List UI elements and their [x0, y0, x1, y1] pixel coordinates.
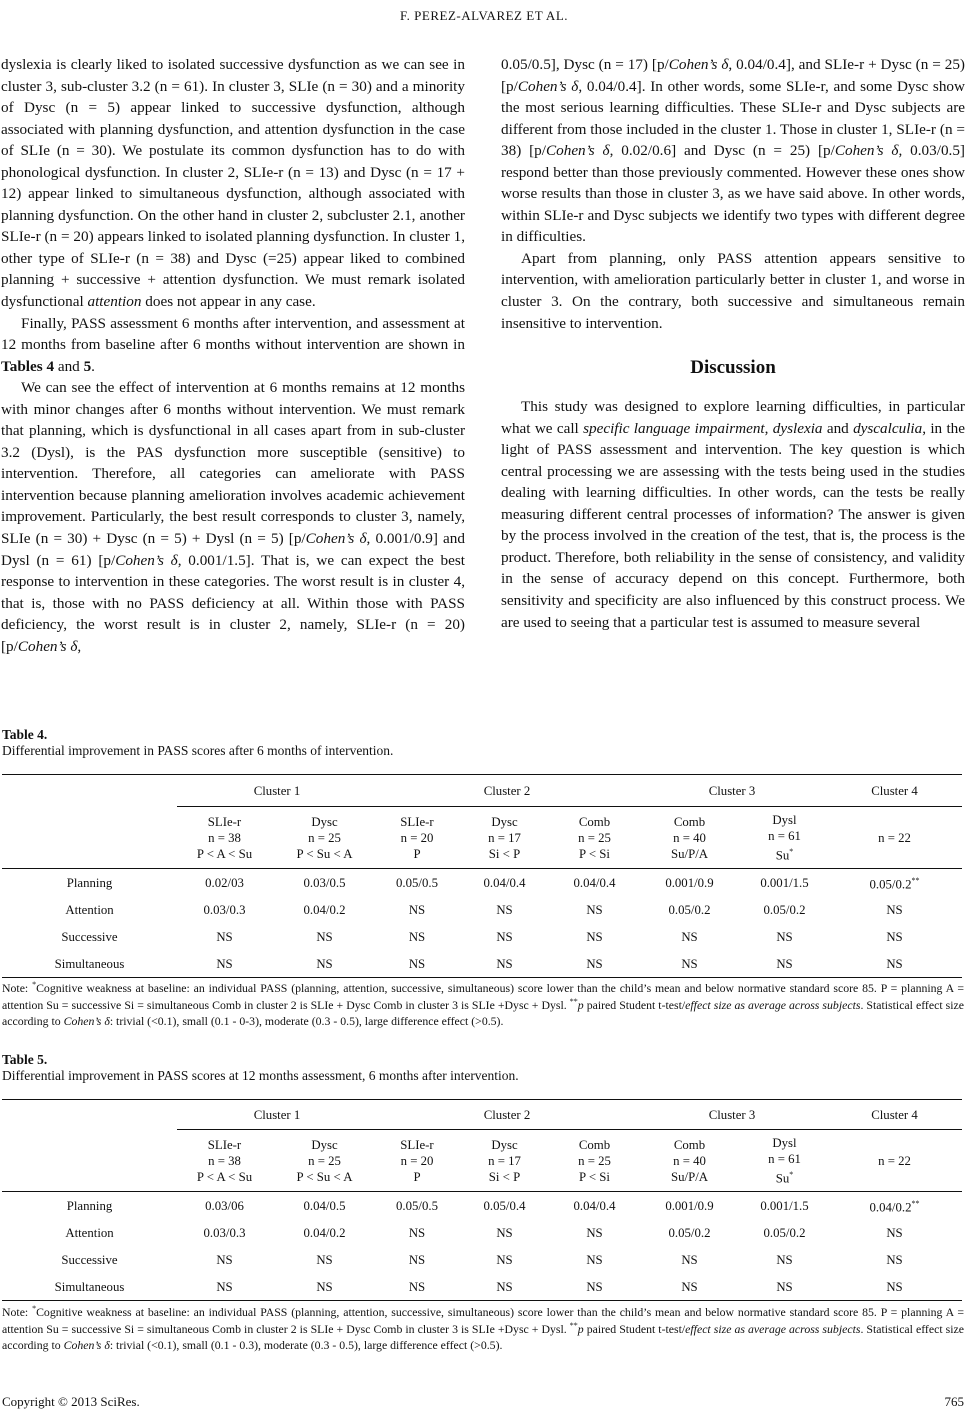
- cell: 0.001/1.5: [760, 1198, 809, 1213]
- row-label: Successive: [61, 930, 118, 944]
- cell: NS: [496, 903, 513, 917]
- paragraph: [1, 54, 465, 313]
- row-label: Simultaneous: [54, 956, 125, 971]
- group-profile: P < A < Su: [196, 1169, 253, 1184]
- footnote-marker: *: [789, 1169, 794, 1179]
- table-4-ref[interactable]: Tables 4: [1, 357, 55, 375]
- cell: NS: [408, 956, 426, 971]
- cell: 0.04/0.2: [303, 1226, 346, 1240]
- cell: NS: [776, 1279, 793, 1294]
- group-header: [552, 807, 637, 869]
- text: : trivial (<0.1), small (0.1 - 0.3), moderate (0.3 - 0.5), large difference effect (>0.5).: [109, 1338, 503, 1352]
- cell: NS: [496, 956, 513, 971]
- cell: NS: [681, 1253, 698, 1267]
- cell: 0.04/0.4: [573, 1198, 616, 1213]
- group-profile: P < Su < A: [296, 1169, 353, 1184]
- cell: NS: [586, 930, 603, 944]
- cell: 0.03/0.5: [303, 875, 346, 890]
- table-row: [2, 1274, 962, 1301]
- group-profile: P: [413, 1169, 421, 1184]
- text: . Statistical effect size according to: [2, 1321, 964, 1352]
- group-n: n = 22: [878, 1153, 911, 1168]
- group-n: n = 40: [673, 1153, 706, 1168]
- table-caption: Differential improvement in PASS scores at 12 months assessment, 6 months after intervention.: [2, 1068, 519, 1083]
- cell: NS: [316, 930, 333, 944]
- group-header: [177, 1130, 272, 1192]
- cell-value: 0.04/0.2: [869, 1200, 912, 1215]
- group-name: Dysc: [491, 1137, 518, 1152]
- cell: NS: [776, 956, 793, 971]
- group-n: n = 25: [308, 830, 341, 845]
- italic-text: Cohen’s δ: [546, 142, 610, 160]
- group-name: SLIe-r: [207, 814, 242, 829]
- cell: 0.001/1.5: [760, 875, 809, 890]
- group-name: Comb: [673, 1137, 706, 1152]
- group-n: n = 25: [308, 1153, 341, 1168]
- group-n: n = 38: [208, 1153, 241, 1168]
- paragraph: [1, 377, 465, 657]
- group-header: [637, 1130, 742, 1192]
- cell: [827, 1192, 962, 1220]
- cell: NS: [681, 1279, 698, 1294]
- cell: NS: [886, 1226, 903, 1240]
- paragraph: [1, 313, 465, 378]
- cell: NS: [496, 1279, 513, 1294]
- empty-cell: [2, 1130, 177, 1192]
- text: and: [822, 419, 854, 437]
- empty-cell: [2, 775, 177, 807]
- row-label: Planning: [66, 1198, 113, 1213]
- paragraph: [501, 396, 965, 633]
- text: , 0.03/0.5] respond better than those previously commented. However these ones show worse results than those in cluster 3, as we have said above. In other words, within SLIe-r and Dysc subjects we identify two types with different degree in difficulties.: [501, 142, 965, 246]
- empty-cell: [2, 807, 177, 869]
- table-5-caption: [2, 1052, 519, 1084]
- text: 0.05/0.5], Dysc (n = 17) [p/: [501, 56, 669, 73]
- italic-text: Cohen’s δ: [517, 77, 579, 95]
- cell: NS: [776, 930, 793, 944]
- cell: 0.04/0.2: [303, 903, 346, 917]
- group-profile: Si < P: [488, 1169, 521, 1184]
- group-n: n = 17: [488, 830, 521, 845]
- cell: NS: [216, 1279, 233, 1294]
- cell: NS: [586, 1279, 603, 1294]
- group-header-row: [2, 1130, 962, 1192]
- table-5-note: [2, 1304, 964, 1354]
- cell: 0.05/0.2: [668, 1226, 711, 1240]
- footnote-marker: *: [32, 980, 37, 990]
- cell: 0.05/0.4: [483, 1198, 526, 1213]
- text: , 0.001/0.9] and Dysl (n = 61) [p/: [1, 530, 465, 569]
- running-head: F. PEREZ-ALVAREZ ET AL.: [399, 8, 569, 23]
- group-n: n = 22: [878, 830, 911, 845]
- cell-value: 0.05/0.2: [869, 877, 912, 892]
- group-n: n = 38: [208, 830, 241, 845]
- cell: 0.04/0.4: [573, 875, 616, 890]
- cell: 0.02/03: [205, 875, 244, 890]
- cell: 0.05/0.5: [396, 1198, 438, 1213]
- italic-text: effect size as average across subjects: [685, 997, 861, 1012]
- cell: NS: [408, 903, 426, 917]
- text: paired Student t-test/: [583, 1321, 686, 1336]
- group-name: Comb: [673, 814, 706, 829]
- cell: NS: [496, 1226, 513, 1240]
- table-row: [2, 869, 962, 897]
- cell: 0.05/0.5: [396, 875, 438, 890]
- paragraph: [501, 54, 965, 248]
- italic-text: Cohen’s δ: [834, 142, 899, 160]
- cell: NS: [216, 930, 233, 944]
- cluster-header: Cluster 4: [827, 775, 962, 807]
- text: dyslexia is clearly liked to isolated successive dysfunction as we can see in cluster 3, sub-cluster 3.2 (n = 61). In cluster 3, SLIe (n = 30) and a minority of Dysc (n = 5) appear linked to successive dysfunction, although associated with planning dysfunction, and attention dysfunction in the case of SLIe (n = 30). We postulate its common dysfunction has to do with phonological dysfunction. In cluster 2, SLIe-r (n = 13) and Dysc (n = 17 + 12) appear linked to simultaneous dysfunction, although associated with planning dysfunction. On the other hand in cluster 2, subcluster 2.1, another SLIe-r (n = 20) appears linked to isolated planning dysfunction. In cluster 1, other type of SLIe-r (n = 38) and Dysc (=25) appear liked to combined planning + successive + attention dysfunction. We must remark isolated dysfunctional: [1, 56, 465, 311]
- italic-text: dyslexia: [772, 419, 823, 437]
- table-row: [2, 1220, 962, 1247]
- page-number: 765: [944, 1394, 964, 1409]
- cluster-header: Cluster 3: [637, 775, 827, 807]
- group-n: n = 61: [768, 1151, 801, 1166]
- italic-text: specific language impairment: [583, 419, 765, 437]
- cell: NS: [886, 956, 903, 971]
- section-heading: Discussion: [690, 357, 776, 379]
- text: : trivial (<0.1), small (0.1 - 0-3), moderate (0.3 - 0.5), large difference effect (>0.5).: [109, 1014, 504, 1028]
- italic-text: p: [577, 1321, 584, 1336]
- group-profile: P < A < Su: [196, 846, 253, 861]
- cell: 0.03/0.3: [203, 1226, 246, 1240]
- cell: 0.04/0.4: [483, 875, 526, 890]
- footnote-marker: **: [911, 1199, 920, 1209]
- group-profile: Su/P/A: [671, 1169, 708, 1184]
- cell: NS: [316, 1279, 333, 1294]
- group-profile: Su/P/A: [671, 846, 708, 861]
- text: Cognitive weakness at baseline: an individual PASS (planning, attention, successive, simultaneous) score lower than the child’s mean and below normative standard score 85. P = planning A = attention Su = successive Si = simultaneous Comb in cluster 2 is SLIe + Dysc Comb in cluster 3 is SLIe +Dysc + Dysl.: [2, 981, 964, 1012]
- text: . Statistical effect size according to: [2, 997, 964, 1028]
- cell: NS: [496, 1253, 513, 1267]
- table-row: [2, 1247, 962, 1274]
- group-profile: P < Su < A: [296, 846, 353, 861]
- cell: NS: [316, 956, 333, 971]
- text: , 0.04/0.4]. In other words, some SLIe-r, and some Dysc show the most serious learning difficulties. These SLIe-r and Dysc subjects are different from those included in the cluster 1. Those in cluster 1, SLIe-r (n = 38) [p/: [501, 77, 965, 160]
- table-5-ref[interactable]: 5: [83, 357, 92, 375]
- text: ,: [77, 637, 82, 655]
- group-name: SLIe-r: [207, 1137, 242, 1152]
- group-header: [827, 807, 962, 869]
- cell: NS: [408, 930, 426, 944]
- footnote-marker: *: [789, 846, 794, 856]
- italic-text: Cohen’s δ: [63, 1338, 110, 1352]
- group-header: [377, 807, 457, 869]
- group-n: n = 25: [578, 1153, 611, 1168]
- cell: NS: [886, 903, 903, 917]
- row-label: Attention: [65, 903, 114, 917]
- group-name: Dysl: [772, 1135, 797, 1150]
- text: Note:: [2, 1305, 33, 1319]
- table-label: Table 4.: [2, 727, 48, 742]
- group-name: Dysl: [772, 812, 797, 827]
- group-header: [272, 807, 377, 869]
- text: , in the light of PASS assessment and intervention. The key question is which central processing we are assessing with the tests being used in the studies dealing with learning difficulties. In other words, can the tests be really measuring different central processes of information? The answer is given by the process involved in the creation of the test, that is, the process is the product. Therefore, both reliability in the sense of consistency, and validity in the sense of accuracy depend on this concept. Furthermore, both sensitivity and specificity are also influenced by this construct process. We are used to seeing that a particular test is assumed to measure several: [501, 419, 966, 631]
- cell: [827, 869, 962, 897]
- cell: NS: [681, 956, 698, 971]
- cell: NS: [408, 1279, 426, 1294]
- table-4-note: [2, 980, 964, 1030]
- cell: 0.04/0.5: [303, 1198, 346, 1213]
- group-profile: P < Si: [579, 846, 610, 861]
- cell: NS: [408, 1226, 426, 1240]
- row-label: Simultaneous: [54, 1279, 125, 1294]
- cluster-header: Cluster 2: [377, 1100, 637, 1130]
- group-name: Comb: [578, 1137, 611, 1152]
- group-name: SLIe-r: [400, 814, 434, 829]
- table-4-caption: [2, 727, 393, 759]
- row-label: Attention: [65, 1226, 114, 1240]
- group-n: n = 40: [673, 830, 706, 845]
- empty-cell: [2, 1100, 177, 1130]
- cell: NS: [776, 1253, 793, 1267]
- table-row: [2, 897, 962, 924]
- group-profile: P: [413, 846, 421, 861]
- left-column: [1, 54, 465, 657]
- text: does not appear in any case.: [141, 293, 316, 311]
- cell: NS: [681, 930, 698, 944]
- group-profile: Si < P: [488, 846, 521, 861]
- cell: 0.05/0.2: [668, 903, 711, 917]
- footnote-marker: **: [569, 996, 578, 1006]
- italic-text: effect size as average across subjects: [685, 1321, 861, 1336]
- cluster-header: Cluster 3: [637, 1100, 827, 1130]
- italic-text: dyscalculia: [853, 419, 923, 437]
- cell: 0.001/0.9: [665, 875, 714, 890]
- cell: 0.05/0.2: [763, 1226, 806, 1240]
- group-header: [457, 807, 552, 869]
- footnote-marker: **: [569, 1320, 578, 1330]
- text: Note:: [2, 981, 33, 995]
- text: and: [54, 357, 84, 375]
- cluster-header: Cluster 4: [827, 1100, 962, 1130]
- group-profile: Su: [775, 848, 790, 863]
- group-header-row: [2, 807, 962, 869]
- group-header: [637, 807, 742, 869]
- group-header: [552, 1130, 637, 1192]
- table-row: [2, 1192, 962, 1220]
- italic-text: Cohen’s δ: [115, 551, 178, 569]
- table-4: [2, 774, 962, 978]
- row-label: Successive: [61, 1253, 118, 1267]
- table-5: [2, 1099, 962, 1301]
- italic-text: p: [577, 997, 584, 1012]
- text: This study was designed to explore learning difficulties, in particular what we call: [501, 398, 965, 437]
- group-profile: P < Si: [579, 1169, 610, 1184]
- cell: 0.05/0.2: [763, 903, 806, 917]
- group-n: n = 20: [400, 1153, 434, 1168]
- group-n: n = 61: [768, 828, 801, 843]
- row-label: Planning: [66, 875, 113, 890]
- italic-text: Cohen’s δ: [63, 1014, 110, 1028]
- group-name: Dysc: [491, 814, 518, 829]
- cell: 0.03/06: [205, 1198, 244, 1213]
- group-n: n = 20: [400, 830, 434, 845]
- text: Finally, PASS assessment 6 months after intervention, and assessment at 12 months from baseline after 6 months without intervention are shown in: [1, 314, 465, 354]
- right-column: [501, 54, 965, 633]
- copyright-footer: Copyright © 2013 SciRes.: [2, 1394, 140, 1409]
- text: , 0.001/1.5]. That is, we can expect the best response to intervention in these categories. The worst result is in cluster 4, that is, those with no PASS deficiency at all. Within those with PASS deficiency, the worst result is in cluster 2, namely, SLIe-r (n = 20) [p/: [1, 551, 465, 655]
- text: ,: [764, 419, 773, 437]
- cell: 0.001/0.9: [665, 1198, 714, 1213]
- italic-text: Cohen’s δ: [305, 530, 367, 548]
- cell: NS: [586, 1253, 603, 1267]
- italic-text: attention: [87, 293, 142, 311]
- group-name: Dysc: [311, 1137, 338, 1152]
- group-header: [377, 1130, 457, 1192]
- cluster-header: Cluster 2: [377, 775, 637, 807]
- group-n: n = 17: [488, 1153, 521, 1168]
- footnote-marker: *: [32, 1304, 37, 1314]
- cell: NS: [408, 1253, 426, 1267]
- cell: NS: [496, 930, 513, 944]
- cluster-header: Cluster 1: [177, 1100, 377, 1130]
- group-name: SLIe-r: [400, 1137, 434, 1152]
- cell: NS: [886, 930, 903, 944]
- group-header: [177, 807, 272, 869]
- text: We can see the effect of intervention at 6 months remains at 12 months with minor changes after 6 months without intervention. We must remark that planning, which is dysfunctional in all cases apart from in sub-cluster 3.2 (Dysl), is the PAS dysfunction more susceptible (sensitive) to intervention. Therefore, all categories can ameliorate with PASS intervention because planning amelioration involves academic achievement improvement. Particularly, the best result corresponds to cluster 3, namely, SLIe (n = 30) + Dysc (n = 5) + Dysl (n = 5) [p/: [1, 379, 465, 548]
- text: paired Student t-test/: [583, 997, 686, 1012]
- text: .: [91, 357, 95, 375]
- cell: NS: [216, 956, 233, 971]
- group-header: [742, 807, 827, 869]
- italic-text: Cohen’s δ: [668, 56, 729, 73]
- text: , 0.04/0.4], and SLIe-r + Dysc (n = 25) [p/: [501, 56, 965, 95]
- cell: NS: [586, 956, 603, 971]
- group-header: [272, 1130, 377, 1192]
- cell: NS: [586, 1226, 603, 1240]
- cell: NS: [586, 903, 603, 917]
- table-row: [2, 924, 962, 951]
- cell: NS: [216, 1253, 233, 1267]
- footnote-marker: **: [911, 876, 920, 886]
- group-header: [742, 1130, 827, 1192]
- group-header: [457, 1130, 552, 1192]
- group-name: Dysc: [311, 814, 338, 829]
- group-name: Comb: [578, 814, 611, 829]
- cell: NS: [886, 1279, 903, 1294]
- table-caption: Differential improvement in PASS scores after 6 months of intervention.: [2, 743, 394, 758]
- text: Cognitive weakness at baseline: an individual PASS (planning, attention, successive, simultaneous) score lower than the child’s mean and below normative standard score 85. P = planning A = attention Su = successive Si = simultaneous Comb in cluster 2 is SLIe + Dysc Comb in cluster 3 is SLIe +Dysc + Dysl.: [2, 1305, 964, 1336]
- cell: NS: [886, 1253, 903, 1267]
- cluster-header: Cluster 1: [177, 775, 377, 807]
- table-row: [2, 951, 962, 978]
- cell: NS: [316, 1253, 333, 1267]
- group-header: [827, 1130, 962, 1192]
- group-n: n = 25: [578, 830, 611, 845]
- table-label: Table 5.: [2, 1052, 48, 1067]
- group-profile: Su: [775, 1171, 790, 1186]
- text: , 0.02/0.6] and Dysc (n = 25) [p/: [609, 142, 835, 160]
- paragraph: Apart from planning, only PASS attention appears sensitive to intervention, with amelioration particularly better in cluster 1, and worse in cluster 3. On the contrary, both successive and simultaneous remain insensitive to intervention.: [501, 249, 965, 332]
- cell: 0.03/0.3: [203, 903, 246, 917]
- italic-text: Cohen’s δ: [17, 637, 78, 655]
